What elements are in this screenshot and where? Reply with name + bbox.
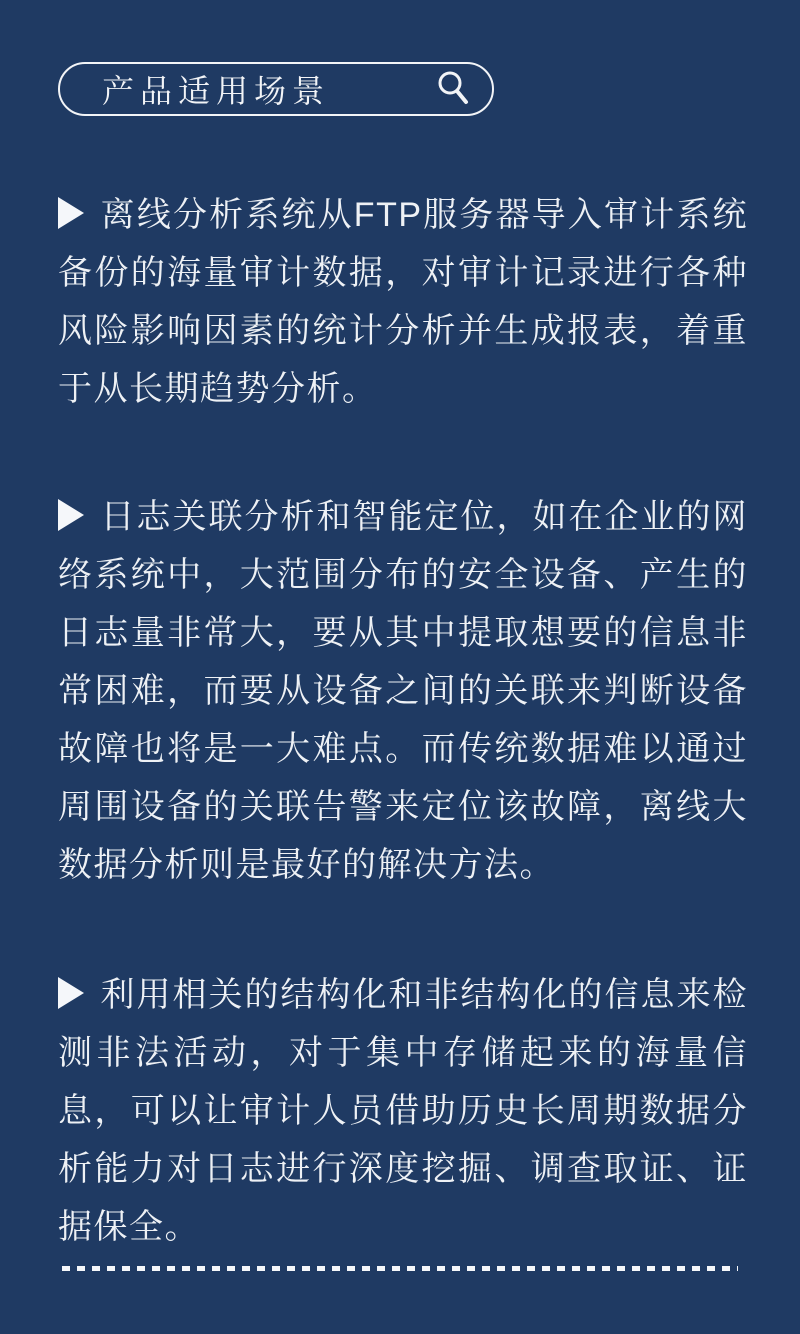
- triangle-bullet-icon: [58, 977, 84, 1009]
- dashed-divider: [62, 1266, 738, 1271]
- bullet-paragraph-3-text: 利用相关的结构化和非结构化的信息来检测非法活动，对于集中存储起来的海量信息，可以让审计人员借助历史长周期数据分析能力对日志进行深度挖掘、调查取证、证据保全。: [58, 976, 748, 1246]
- section-title: 产品适用场景: [102, 73, 331, 109]
- bullet-paragraph-1-text: 离线分析系统从FTP服务器导入审计系统备份的海量审计数据，对审计记录进行各种风险影响因素的统计分析并生成报表，着重于从长期趋势分析。: [58, 196, 748, 408]
- bullet-paragraph-1: [58, 186, 748, 418]
- section-header-pill: [58, 62, 494, 116]
- bullet-paragraph-2: [58, 488, 748, 894]
- bullet-paragraph-3: [58, 966, 748, 1256]
- triangle-bullet-icon: [58, 499, 84, 531]
- triangle-bullet-icon: [58, 197, 84, 229]
- bullet-paragraph-2-text: 日志关联分析和智能定位，如在企业的网络系统中，大范围分布的安全设备、产生的日志量非常大，要从其中提取想要的信息非常困难，而要从设备之间的关联来判断设备故障也将是一大难点。而传统数据难以通过周围设备的关联告警来定位该故障，离线大数据分析则是最好的解决方法。: [58, 498, 748, 884]
- magnifier-icon: [436, 70, 470, 108]
